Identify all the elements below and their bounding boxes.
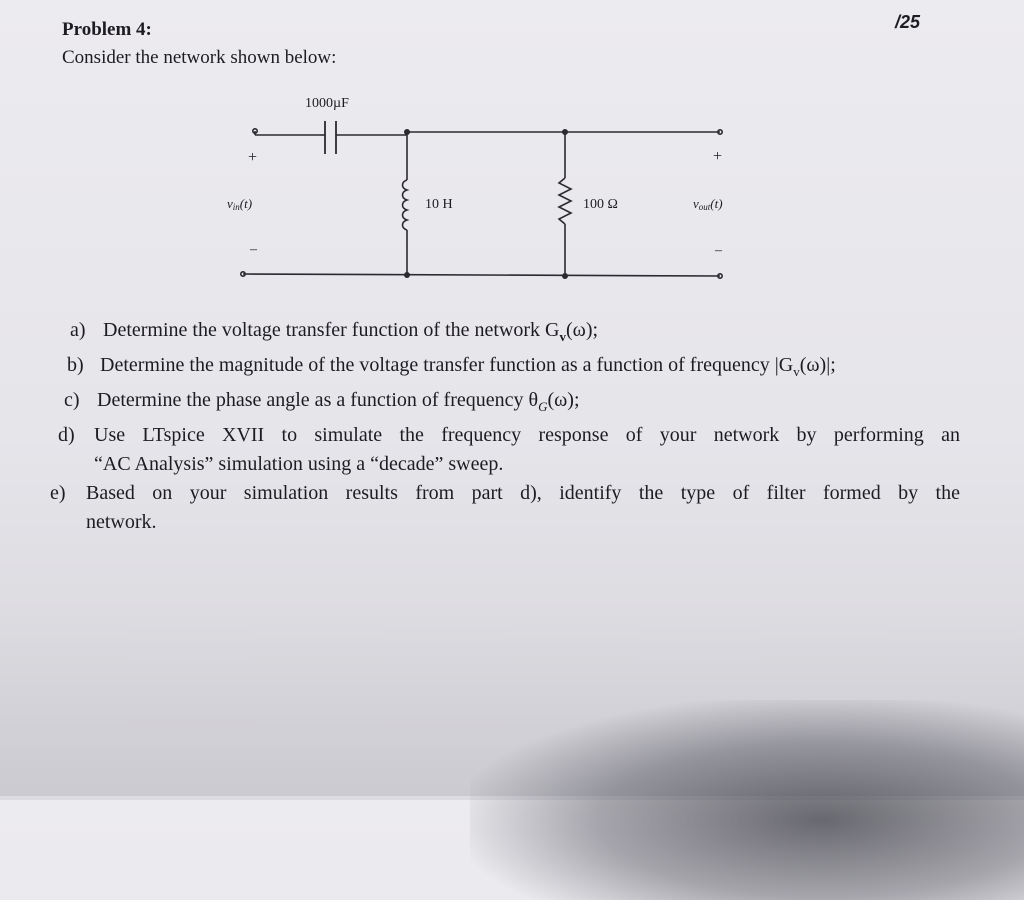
question-list [50, 316, 960, 537]
vin-plus: + [248, 149, 258, 166]
question-marker: d) [58, 424, 75, 446]
vout-minus: – [715, 243, 722, 258]
question-marker: b) [67, 354, 84, 376]
question-d: d) Use LTspice XVII to simulate the frequency response of your network by performing an “AC Analysis” simulation using a “decade” sweep. [50, 421, 960, 479]
intro-text: Consider the network shown below: [62, 47, 337, 68]
node-top-inductor [404, 129, 410, 135]
question-marker: e) [50, 482, 66, 504]
question-marker: c) [64, 389, 80, 411]
vin-minus: – [250, 242, 257, 257]
bottom-wire [243, 274, 720, 276]
inductor-coil [403, 180, 408, 230]
question-marker: a) [70, 319, 86, 341]
resistor-label: 100 Ω [583, 197, 618, 212]
node-bottom-resistor [562, 273, 568, 279]
question-b: b) Determine the magnitude of the voltage transfer function as a function of frequency $|G_v(\omega)|$; [50, 351, 960, 386]
question-e: e) Based on your simulation results from part d), identify the type of filter formed by the network. [50, 479, 960, 537]
question-c: c) Determine the phase angle as a function of frequency $\theta_G(\omega)$; [50, 386, 960, 421]
vout-plus: + [713, 148, 723, 165]
vout-label: vout(t) [693, 196, 723, 212]
circuit-diagram [215, 88, 755, 298]
resistor-zigzag [559, 178, 571, 224]
hand-shadow [470, 700, 1024, 900]
problem-title: Problem 4: [62, 19, 152, 40]
capacitor-label: 1000µF [305, 96, 349, 111]
inductor-label: 10 H [425, 197, 453, 212]
node-top-resistor [562, 129, 568, 135]
vin-label: vin(t) [227, 196, 253, 212]
node-bottom-inductor [404, 272, 410, 278]
score-label: /25 [895, 12, 921, 32]
question-a: a) Determine the voltage transfer function of the network $G_v(\omega)$; [50, 316, 960, 351]
